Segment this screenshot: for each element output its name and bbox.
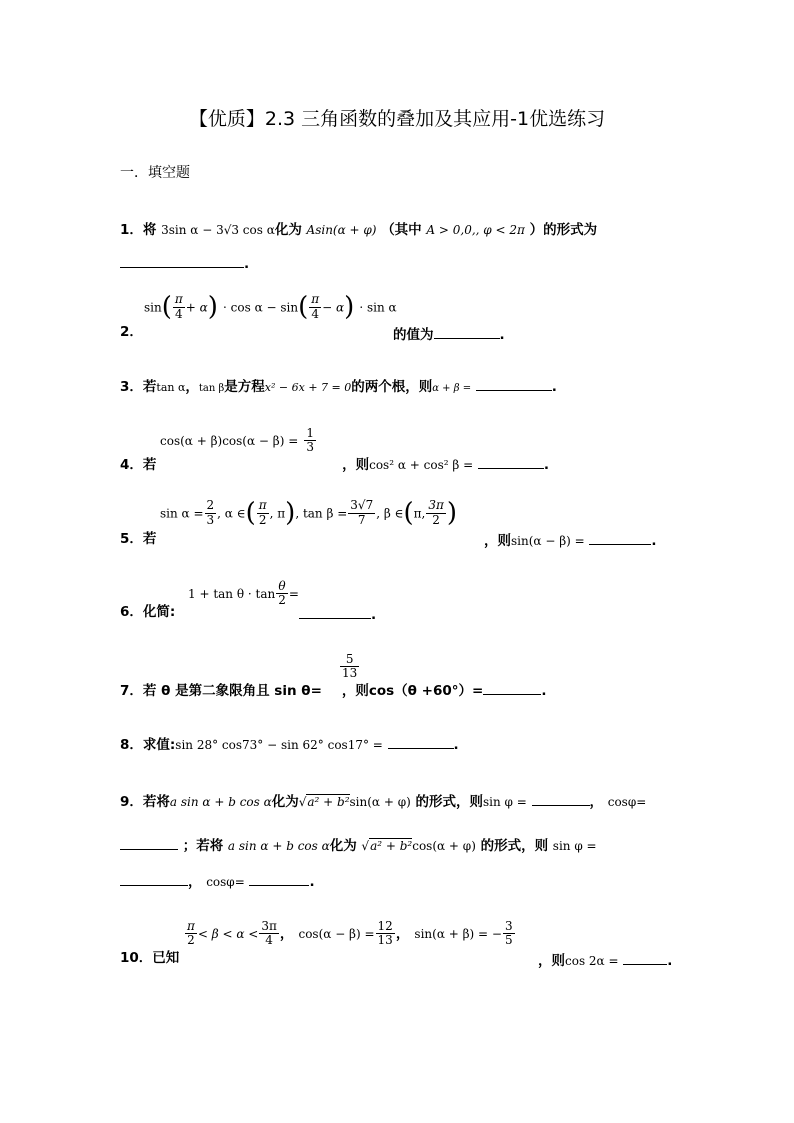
answer-blank[interactable]	[532, 792, 590, 806]
question-6-number: 6．化简:	[120, 604, 176, 620]
question-2-number: 2．	[120, 324, 143, 340]
question-10-expression: $\frac{\pi}{2}$ < β < α < $\frac{3\pi}{4}$ ， cos(α − β) = $\frac{12}{13}$ ， sin(α + β) = − $\frac{3}{5}$	[187, 919, 513, 948]
question-6-expression: 1 + tan θ · tan $\frac{\theta}{2}$ =	[188, 579, 299, 608]
question-7-fraction: $\frac{5}{13}$	[342, 652, 358, 681]
question-1-line-2: .	[120, 254, 249, 272]
section-heading: 一．填空题	[120, 165, 190, 181]
question-5-expression: sin α = $\frac{2}{3}$ , α ∈( $\frac{\pi}{2}$ , π), tan β = $\frac{3√7}{7}$ , β ∈(π, $\frac{3\pi}{2}$ )	[160, 498, 458, 528]
q1-expression: 3sin α − 3√3 cos α	[161, 223, 275, 237]
answer-blank[interactable]	[623, 951, 667, 965]
question-4-expression: cos(α + β)cos(α − β) = $\frac{1}{3}$	[160, 426, 314, 455]
answer-blank[interactable]	[249, 872, 309, 886]
answer-blank[interactable]	[120, 254, 244, 268]
answer-blank[interactable]	[299, 605, 371, 619]
question-10-number: 10．已知	[120, 950, 180, 966]
answer-blank[interactable]	[388, 735, 454, 749]
question-5-number: 5．若	[120, 531, 157, 547]
q1-form: Asin(α + φ)	[306, 223, 377, 237]
question-5-tail: ，则sin(α − β) = .	[484, 533, 657, 549]
question-8: 8．求值:sin 28° cos73° − sin 62° cos17° = .	[120, 737, 459, 753]
q1-condition: A > 0,0,, φ < 2π	[426, 223, 525, 237]
question-9-line-1: 9．若将a sin α + b cos α化为√a² + b²sin(α + φ) 的形式，则sin φ = ， cosφ=	[120, 794, 647, 810]
question-6-tail: .	[299, 605, 376, 623]
answer-blank[interactable]	[120, 836, 178, 850]
question-2-tail: 的值为 .	[393, 327, 505, 343]
page-title: 【优质】2.3 三角函数的叠加及其应用-1优选练习	[188, 108, 606, 130]
question-3: 3．若tan α，tan β是方程x² − 6x + 7 = 0的两个根，则α + β = .	[120, 379, 557, 395]
answer-blank[interactable]	[476, 377, 552, 391]
question-7: 7．若 θ 是第二象限角且 sin θ= ，则cos（θ +60°）= .	[120, 683, 547, 699]
question-10-tail: ，则cos 2α = .	[538, 953, 673, 969]
question-2-expression: sin( $\frac{\pi}{4}$ + α) · cos α − sin( $\frac{\pi}{4}$ − α) · sin α	[144, 292, 397, 322]
answer-blank[interactable]	[478, 455, 544, 469]
question-4: 4．若 ，则cos² α + cos² β = .	[120, 457, 550, 473]
question-9-line-3: ， cosφ= .	[120, 872, 315, 890]
question-9-line-2: ；若将 a sin α + b cos α化为 √a² + b²cos(α + φ) 的形式，则 sin φ =	[120, 836, 597, 854]
answer-blank[interactable]	[434, 325, 500, 339]
answer-blank[interactable]	[589, 531, 651, 545]
answer-blank[interactable]	[120, 872, 188, 886]
answer-blank[interactable]	[483, 681, 541, 695]
question-1-line-1: 1．将 3sin α − 3√3 cos α化为 Asin(α + φ) （其中 A > 0,0,, φ < 2π ）的形式为	[120, 222, 598, 238]
